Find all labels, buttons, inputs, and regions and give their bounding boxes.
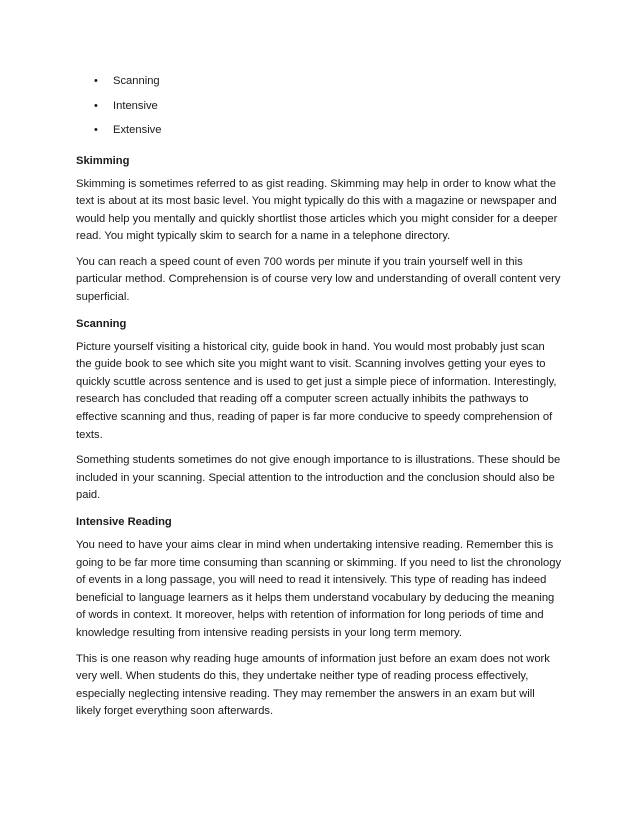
list-item-label: Intensive (113, 99, 158, 112)
paragraph: You need to have your aims clear in mind when undertaking intensive reading. Remember this is going to be far more time consuming than scanning or skimming. If you need to list the chronology of events in a long passage, you will need to read it intensively. This type of reading has indeed beneficial to language learners as it helps them understand vocabulary by deducing the meaning of words in context. It moreover, helps with retention of information for long periods of time and knowledge resulting from intensive reading persists in your long term memory. (76, 539, 562, 639)
paragraph: Something students sometimes do not give enough importance to is illustrations. These should be included in your scanning. Special attention to the introduction and the conclusion should also be paid. (76, 454, 561, 502)
list-item-label: Scanning (113, 75, 160, 87)
paragraph: This is one reason why reading huge amounts of information just before an exam does not work very well. When students do this, they undertake neither type of reading process effectively, especially neglecting intensive reading. They may remember the answers in an exam but will likely forget everything soon afterwards. (76, 652, 550, 718)
section-heading-skimming: Skimming (76, 154, 130, 167)
paragraph: You can reach a speed count of even 700 words per minute if you train yourself well in this particular method. Comprehension is of course very low and understanding of overall content very superficial. (76, 255, 561, 304)
list-item-label: Extensive (113, 124, 162, 136)
reading-types-list (76, 72, 562, 146)
bullet-icon: • (94, 124, 98, 136)
document-body (76, 72, 562, 729)
bullet-icon: • (94, 99, 98, 112)
paragraph: Skimming is sometimes referred to as gist reading. Skimming may help in order to know what the text is about at its most basic level. You might typically do this with a magazine or newspaper and would help you mentally and quickly shortlist those articles which you might consider for a deeper read. You might typically skim to search for a name in a telephone directory. (76, 177, 558, 243)
list-item (76, 72, 562, 97)
paragraph: Picture yourself visiting a historical city, guide book in hand. You would most probably just scan the guide book to see which site you might want to visit. Scanning involves getting your eyes to quickly scuttle across sentence and is used to get just a simple piece of information. Interestingly, research has concluded that reading off a computer screen actually inhibits the pathways to effective scanning and thus, reading of paper is far more conducive to speedy comprehension of texts. (76, 340, 557, 441)
list-item (76, 97, 562, 122)
bullet-icon: • (94, 75, 98, 87)
section-heading-scanning: Scanning (76, 317, 127, 330)
list-item (76, 121, 562, 146)
section-heading-intensive-reading: Intensive Reading (76, 516, 172, 528)
